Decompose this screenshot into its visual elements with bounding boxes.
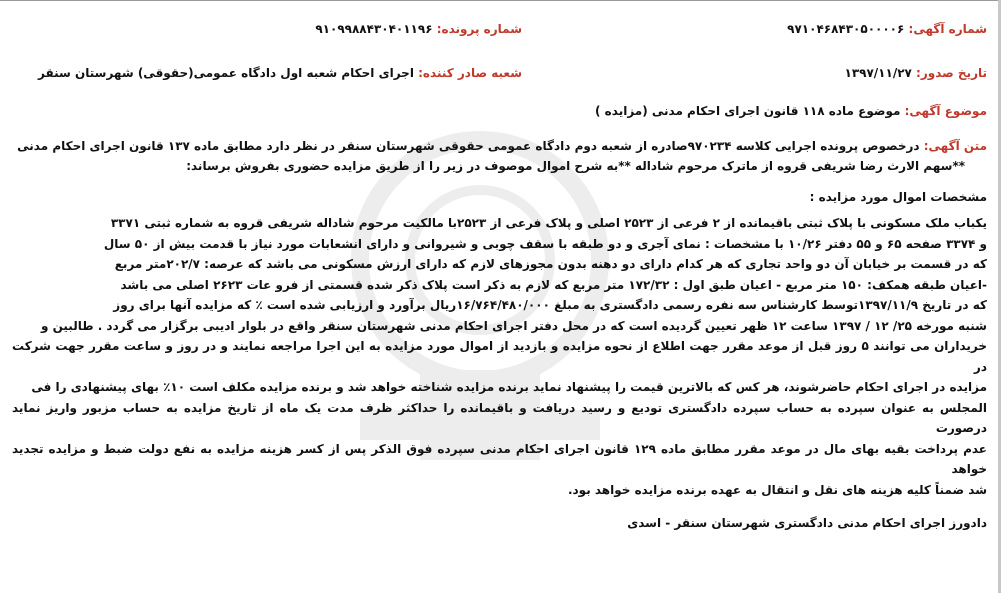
- ad-text-line-1-value: درخصوص پرونده اجرایی کلاسه ۹۷۰۲۳۴صادره از شعبه دوم دادگاه عمومی حقوقی شهرستان سنقر در نظر دارد مطابق ماده ۱۳۷ قانون اجرای احکام مدنی: [17, 138, 920, 153]
- ad-number: [787, 20, 987, 38]
- ad-header: [12, 20, 987, 80]
- detail-line: مزایده در اجرای احکام حاضرشوند، هر کس که بالاترین قیمت را پیشنهاد نماید برنده مزایده شناخته خواهد شد و برنده مزایده مکلف است ۱۰٪ بهای پیشنهادی را فی: [31, 380, 987, 394]
- detail-line: -اعیان طبقه همکف: ۱۵۰ متر مربع - اعیان طبق اول : ۱۷۲/۳۲ متر مربع که لازم به ذکر است پلاک ذکر شده قسمتی از فرو عات ۲۶۲۳ اصلی می باشد: [120, 277, 987, 292]
- issuing-branch-value: اجرای احکام شعبه اول دادگاه عمومی(حقوقی) شهرستان سنقر: [38, 66, 414, 80]
- issuing-branch: [38, 64, 522, 82]
- detail-line: المجلس به عنوان سپرده به حساب سپرده دادگستری تودیع و رسید دریافت و باقیمانده را حداکثر ظرف مدت یک ماه از تاریخ مزایده به حساب مزبور واریز نماید درصورت: [12, 400, 987, 435]
- property-details: [12, 213, 987, 500]
- detail-line: خریداران می توانند ۵ روز قبل از موعد مقرر جهت اطلاع از نحوه مزایده و بازدید از اموال مورد مزایده به این اجرا مراجعه نمایند و در روز و ساعت مقرر جهت شرکت در: [12, 339, 987, 374]
- ad-text-label: متن آگهی:: [923, 138, 987, 153]
- detail-line: و ۳۳۷۴ صفحه ۶۵ و ۵۵ دفتر ۱۰/۲۶ با مشخصات : نمای آجری و دو طبقه با سقف چوبی و شیروانی و دارای انشعابات مورد نیاز با قدمت بیش از ۵۰ سال: [103, 236, 987, 251]
- detail-line: شنبه مورخه ۲۵/ ۱۲ / ۱۳۹۷ ساعت ۱۲ ظهر تعیین گردیده است که در محل دفتر اجرای احکام مدنی شهرستان سنقر واقع در بلوار ادیبی برگزار می گردد . طالبین و: [40, 318, 987, 333]
- issue-date: [845, 64, 988, 82]
- ad-text-line-1: [12, 136, 987, 157]
- ad-body: [12, 95, 987, 500]
- case-number: [315, 20, 522, 38]
- case-number-value: ۹۱۰۹۹۸۸۴۳۰۴۰۱۱۹۶: [315, 22, 433, 36]
- subject-value: موضوع ماده ۱۱۸ قانون اجرای احکام مدنی (مزایده ): [595, 104, 901, 118]
- ad-text-line-2: **سهم الارث رضا شریفی قروه از ماترک مرحوم شاداله **به شرح اموال موصوف در زیر را از طریق مزایده حضوری بفروش برساند:: [186, 159, 965, 173]
- properties-title: مشخصات اموال مورد مزایده :: [809, 189, 987, 204]
- detail-line: عدم پرداخت بقیه بهای مال در موعد مقرر مطابق ماده ۱۲۹ قانون اجرای احکام مدنی سپرده فوق الذکر پس از کسر هزینه مزایده به نفع دولت ضبط و مزایده تجدید خواهد: [12, 441, 987, 476]
- ad-number-value: ۹۷۱۰۴۶۸۴۳۰۵۰۰۰۰۶: [787, 22, 905, 36]
- subject: [12, 101, 987, 122]
- detail-line: که در قسمت بر خیابان آن دو واحد تجاری که هر کدام دارای دو دهنه بدون مجوزهای لازم که دارای ارزش مسکونی می باشد که عرصه: ۲۰۲/۷متر مربع: [114, 257, 987, 271]
- subject-label: موضوع آگهی:: [904, 104, 987, 118]
- detail-line: که در تاریخ ۱۳۹۷/۱۱/۹توسط کارشناس سه نفره رسمی دادگستری به مبلغ ۱۶/۷۶۴/۴۸۰/۰۰۰ریال برآورد و ارزیابی شده است ٪ که مزایده آنها برای روز: [113, 298, 987, 312]
- signature: دادورز اجرای احکام مدنی دادگستری شهرستان سنقر - اسدی: [627, 516, 987, 530]
- case-number-label: شماره پرونده:: [436, 22, 522, 36]
- detail-line: شد ضمناً کلیه هزینه های نقل و انتقال به عهده برنده مزایده خواهد بود.: [567, 482, 987, 497]
- issue-date-label: تاریخ صدور:: [916, 66, 987, 80]
- issuing-branch-label: شعبه صادر کننده:: [418, 66, 522, 80]
- top-border: [0, 0, 1001, 1]
- issue-date-value: ۱۳۹۷/۱۱/۲۷: [844, 66, 912, 80]
- ad-number-label: شماره آگهی:: [908, 22, 987, 36]
- detail-line: یکباب ملک مسکونی با پلاک ثبتی باقیمانده از ۲ فرعی از ۲۵۲۳ اصلی و پلاک فرعی از ۲۵۲۳با مالکیت مرحوم شاداله شریفی قروه به شماره ثبتی ۳۳۷۱: [110, 216, 987, 230]
